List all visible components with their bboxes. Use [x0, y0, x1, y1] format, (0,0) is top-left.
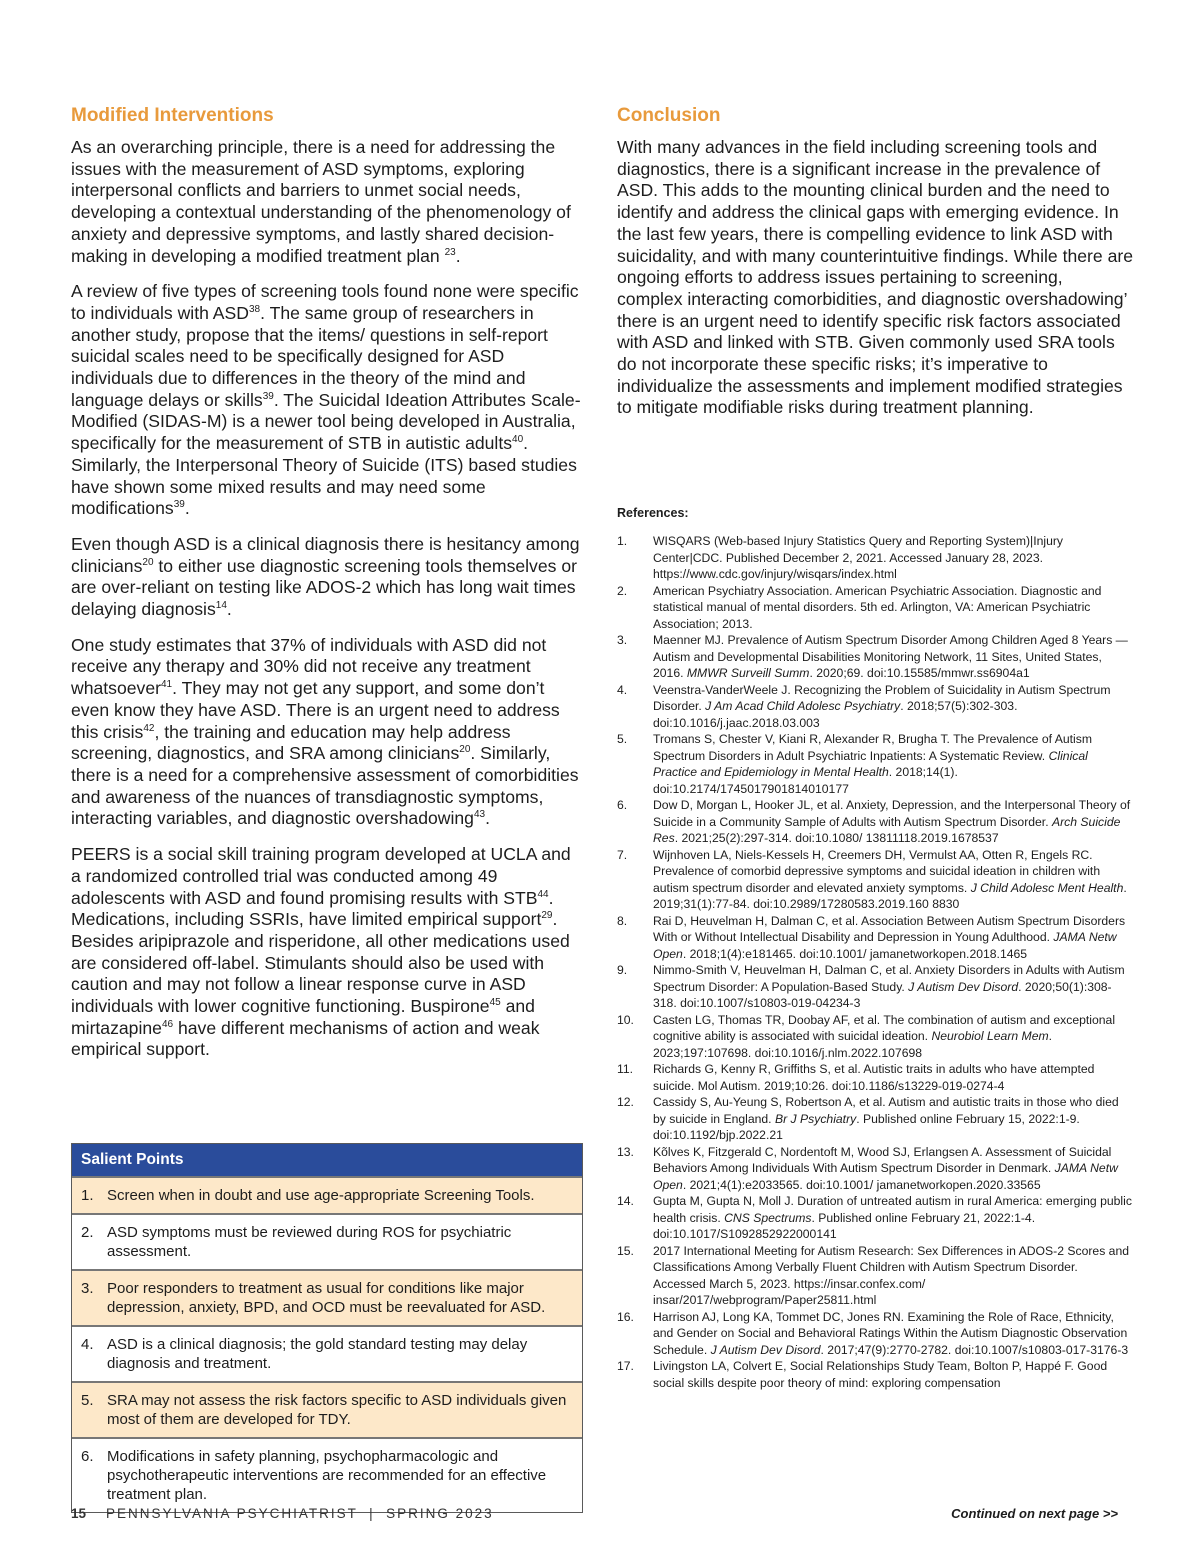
- citation-superscript: 46: [161, 1018, 174, 1030]
- journal-name: J Autism Dev Disord: [908, 979, 1019, 994]
- body-paragraph: [71, 137, 583, 267]
- reference-number: 13.: [617, 1144, 634, 1159]
- salient-points-title: Salient Points: [72, 1144, 582, 1176]
- citation-superscript: 41: [160, 679, 173, 691]
- reference-item: [617, 1012, 1133, 1062]
- journal-name: CNS Spectrums: [724, 1210, 812, 1225]
- salient-point-number: 2.: [81, 1224, 94, 1241]
- reference-text: [653, 913, 1133, 963]
- citation-superscript: 39: [173, 499, 185, 511]
- citation-superscript: 14: [215, 600, 227, 612]
- reference-text: [653, 1144, 1133, 1194]
- journal-name: Arch Suicide Res: [653, 814, 1121, 845]
- paragraph-text: . Similarly, the Interpersonal Theory of Suicide (ITS) based studies have shown some mixed results and may need some modifications: [71, 433, 577, 519]
- body-paragraph: [71, 635, 583, 830]
- salient-point-text: ASD is a clinical diagnosis; the gold standard testing may delay diagnosis and treatment.: [107, 1336, 528, 1372]
- reference-fragment: Harrison AJ, Long KA, Tommet DC, Jones RN. Examining the Role of Race, Ethnicity, and Gender on Social and Behavioral Ratings Within the Autism Diagnostic Observation Schedule.: [653, 1309, 1128, 1357]
- journal-name: Br J Psychiatry: [774, 1111, 857, 1126]
- reference-item: [617, 1193, 1133, 1243]
- reference-fragment: Cassidy S, Au-Yeung S, Robertson A, et al. Autism and autistic traits in those who died by suicide in England.: [653, 1095, 1119, 1126]
- reference-number: 15.: [617, 1243, 634, 1258]
- salient-point-text: Poor responders to treatment as usual for conditions like major depression, anxiety, BPD, and OCD must be reevaluated for ASD.: [107, 1280, 546, 1316]
- reference-number: 4.: [617, 682, 628, 697]
- paragraph-text: . The same group of researchers in another study, propose that the items/ questions in self-report suicidal scales need to be specifically designed for ASD individuals due to differences in the theory of the mind and language delays or skills: [71, 302, 548, 410]
- reference-fragment: Rai D, Heuvelman H, Dalman C, et al. Association Between Autism Spectrum Disorders With or Without Intellectual Disability and Depression in Young Adulthood.: [653, 913, 1126, 944]
- reference-fragment: Casten LG, Thomas TR, Doobay AF, et al. The combination of autism and exceptional cognitive ability is associated with suicidal ideation.: [653, 1012, 1116, 1043]
- reference-number: 11.: [617, 1062, 634, 1076]
- reference-fragment: . Published online February 15, 2022:1-9. doi:10.1192/bjp.2022.21: [653, 1111, 1080, 1142]
- salient-point-row: [72, 1213, 582, 1269]
- reference-item: [617, 1144, 1133, 1194]
- reference-number: 9.: [617, 963, 628, 977]
- paragraph-text: . The Suicidal Ideation Attributes Scale-Modified (SIDAS-M) is a newer tool being developed in Australia, specifically for the measurement of STB in autistic adults: [71, 389, 581, 454]
- reference-fragment: . 2018;57(5):302-303. doi:10.1016/j.jaac.2018.03.003: [653, 699, 1018, 730]
- reference-item: [617, 583, 1133, 633]
- journal-name: J Autism Dev Disord: [710, 1342, 821, 1357]
- body-paragraph: [71, 534, 583, 621]
- reference-item: [617, 632, 1133, 682]
- journal-name: J Child Adolesc Ment Health: [970, 880, 1124, 895]
- reference-number: 1.: [617, 534, 628, 548]
- reference-fragment: . 2020;50(1):308-318. doi:10.1007/s10803-019-04234-3: [653, 979, 1112, 1010]
- reference-fragment: . 2021;25(2):297-314. doi:10.1080/ 13811118.2019.1678537: [674, 831, 999, 845]
- reference-fragment: . 2019;31(1):77-84. doi:10.2989/17280583.2019.160 8830: [653, 880, 1127, 911]
- reference-text: [653, 1094, 1133, 1144]
- journal-name: J Am Acad Child Adolesc Psychiatry: [705, 699, 901, 713]
- journal-name: Neurobiol Learn Mem: [931, 1029, 1049, 1043]
- reference-item: [617, 847, 1133, 913]
- reference-fragment: Livingston LA, Colvert E, Social Relationships Study Team, Bolton P, Happé F. Good social skills despite poor theory of mind: exploring compensation: [653, 1359, 1108, 1390]
- reference-fragment: Gupta M, Gupta N, Moll J. Duration of untreated autism in rural America: emerging public health crisis.: [653, 1194, 1132, 1225]
- paragraph-text: One study estimates that 37% of individuals with ASD did not receive any therapy and 30% did not receive any treatment whatsoever: [71, 634, 547, 699]
- reference-text: [653, 632, 1133, 682]
- paragraph-text: . Besides aripiprazole and risperidone, all other medications used are considered off-label. Stimulants should also be used with caution and may not follow a linear response curve in ASD individuals with lower cognitive functioning. Buspirone: [71, 909, 570, 1017]
- citation-superscript: 40: [512, 434, 524, 446]
- left-column: [71, 104, 583, 1075]
- conclusion-heading: Conclusion: [617, 105, 721, 126]
- reference-number: 14.: [617, 1194, 634, 1208]
- reference-number: 10.: [617, 1012, 634, 1027]
- paragraph-text: Even though ASD is a clinical diagnosis there is hesitancy among clinicians: [71, 533, 580, 576]
- salient-point-text: ASD symptoms must be reviewed during ROS for psychiatric assessment.: [107, 1224, 512, 1260]
- reference-text: [653, 1012, 1133, 1062]
- reference-item: [617, 533, 1133, 583]
- reference-fragment: . 2021;4(1):e2033565. doi:10.1001/ jamanetworkopen.2020.33565: [682, 1177, 1041, 1192]
- citation-superscript: 20: [142, 556, 154, 568]
- modified-interventions-heading: Modified Interventions: [71, 105, 274, 126]
- reference-text: [653, 797, 1133, 847]
- reference-text: [653, 682, 1133, 732]
- reference-item: [617, 797, 1133, 847]
- publication-name: PENNSYLVANIA PSYCHIATRIST | SPRING 2023: [106, 1506, 494, 1521]
- reference-fragment: . Published online February 21, 2022:1-4. doi:10.1017/S1092852922000141: [653, 1210, 1036, 1241]
- paragraph-text: PEERS is a social skill training program developed at UCLA and a randomized controlled trial was conducted among 49 adolescents with ASD and found promising results with STB: [71, 844, 571, 908]
- reference-fragment: Nimmo-Smith V, Heuvelman H, Dalman C, et al. Anxiety Disorders in Adults with Autism Spectrum Disorder: A Population-Based Study.: [653, 963, 1125, 994]
- reference-fragment: . 2018;1(4):e181465. doi:10.1001/ jamanetworkopen.2018.1465: [682, 946, 1028, 961]
- citation-superscript: 42: [143, 722, 155, 734]
- reference-item: [617, 1094, 1133, 1144]
- citation-superscript: 43: [473, 809, 486, 821]
- salient-points-box: [71, 1143, 583, 1513]
- reference-number: 12.: [617, 1095, 634, 1109]
- reference-text: [653, 731, 1133, 797]
- paragraph-text: As an overarching principle, there is a need for addressing the issues with the measurement of ASD symptoms, exploring interpersonal conflicts and barriers to unmet social needs, developing a contextual understanding of the phenomenology of anxiety and depressive symptoms, and lastly shared decision-making in developing a modified treatment plan: [71, 137, 571, 266]
- citation-superscript: 20: [459, 744, 471, 756]
- reference-text: [653, 1193, 1133, 1243]
- reference-fragment: Veenstra-VanderWeele J. Recognizing the Problem of Suicidality in Autism Spectrum Disorder.: [653, 682, 1111, 713]
- reference-item: [617, 1309, 1133, 1359]
- reference-item: [617, 1061, 1133, 1094]
- reference-fragment: WISQARS (Web-based Injury Statistics Query and Reporting System)|Injury Center|CDC. Published December 2, 2021. Accessed January 28, 2023. https://www.cdc.gov/injury/wisqars/index.html: [653, 534, 1064, 581]
- paragraph-text: . They may not get any support, and some don’t even know they have ASD. There is an urgent need to address this crisis: [71, 678, 560, 742]
- salient-point-row: [72, 1176, 582, 1213]
- salient-point-number: 4.: [81, 1336, 94, 1353]
- paragraph-text: .: [184, 498, 190, 519]
- reference-item: [617, 731, 1133, 797]
- conclusion-paragraph: With many advances in the field including screening tools and diagnostics, there is a significant increase in the prevalence of ASD. This adds to the mounting clinical burden and the need to identify and address the clinical gaps with emerging evidence. In the last few years, there is compelling evidence to link ASD with suicidality, and with many counterintuitive findings. While there are ongoing efforts to address issues pertaining to screening, complex interacting comorbidities, and diagnostic overshadowing’ there is an urgent need to identify specific risk factors associated with ASD and linked with STB. Given commonly used SRA tools do not incorporate these specific risks; it’s imperative to individualize the assessments and implement modified strategies to mitigate modifiable risks during treatment planning.: [617, 137, 1134, 418]
- paragraph-text: , the training and education may help address screening, diagnostics, and SRA among clinicians: [71, 721, 511, 764]
- reference-fragment: . 2017;47(9):2770-2782. doi:10.1007/s10803-017-3176-3: [820, 1342, 1129, 1357]
- reference-fragment: Tromans S, Chester V, Kiani R, Alexander R, Brugha T. The Prevalence of Autism Spectrum Disorders in Adult Psychiatric Inpatients: A Systematic Review.: [653, 732, 1092, 763]
- reference-number: 3.: [617, 633, 628, 647]
- reference-number: 5.: [617, 732, 628, 746]
- journal-name: JAMA Netw Open: [653, 1161, 1118, 1192]
- reference-fragment: American Psychiatry Association. American Psychiatric Association. Diagnostic and statistical manual of mental disorders. 5th ed. Arlington, VA: American Psychiatric Association; 2013.: [653, 583, 1102, 631]
- references-list: [617, 533, 1133, 1391]
- reference-item: [617, 682, 1133, 732]
- citation-superscript: 23: [444, 246, 456, 258]
- reference-number: 17.: [617, 1359, 634, 1373]
- continued-link[interactable]: Continued on next page >>: [951, 1506, 1118, 1521]
- reference-fragment: Dow D, Morgan L, Hooker JL, et al. Anxiety, Depression, and the Interpersonal Theory of Suicide in a Community Sample of Adults with Autism Spectrum Disorder.: [653, 798, 1131, 829]
- journal-name: MMWR Surveill Summ: [686, 666, 810, 680]
- paragraph-text: .: [485, 808, 490, 829]
- left-body: [71, 137, 583, 1061]
- reference-text: [653, 533, 1133, 583]
- reference-text: [653, 1309, 1133, 1359]
- salient-point-text: Modifications in safety planning, psychopharmacologic and psychotherapeutic interventions are recommended for an effective treatment plan.: [107, 1448, 547, 1503]
- paragraph-text: . Medications, including SSRIs, have limited empirical support: [71, 887, 554, 930]
- citation-superscript: 45: [489, 997, 501, 1009]
- reference-item: [617, 962, 1133, 1012]
- salient-point-row: [72, 1381, 582, 1437]
- citation-superscript: 39: [262, 390, 274, 402]
- references: [617, 506, 1133, 1391]
- paragraph-text: and mirtazapine: [71, 996, 535, 1038]
- reference-text: [653, 847, 1133, 913]
- right-column: [617, 104, 1133, 419]
- reference-item: [617, 1358, 1133, 1391]
- salient-point-row: [72, 1269, 582, 1325]
- reference-number: 8.: [617, 913, 628, 928]
- paragraph-text: . Similarly, there is a need for a comprehensive assessment of comorbidities and awareness of the nuances of transdiagnostic symptoms, interacting variables, and diagnostic overshadowing: [71, 743, 579, 829]
- reference-number: 7.: [617, 847, 628, 862]
- body-paragraph: [71, 281, 583, 520]
- paragraph-text: have different mechanisms of action and weak empirical support.: [71, 1017, 540, 1060]
- reference-fragment: . 2023;197:107698. doi:10.1016/j.nlm.2022.107698: [653, 1029, 1053, 1060]
- page-footer: [71, 1506, 494, 1521]
- reference-text: [653, 1358, 1133, 1391]
- reference-fragment: . 2020;69. doi:10.15585/mmwr.ss6904a1: [809, 666, 1030, 680]
- reference-fragment: Richards G, Kenny R, Griffiths S, et al. Autistic traits in adults who have attempted suicide. Mol Autism. 2019;10:26. doi:10.1186/s13229-019-0274-4: [653, 1062, 1095, 1093]
- reference-number: 16.: [617, 1309, 634, 1324]
- citation-superscript: 38: [248, 304, 261, 316]
- salient-point-number: 1.: [81, 1187, 94, 1204]
- page-number: 15: [71, 1506, 87, 1521]
- reference-text: [653, 1243, 1133, 1309]
- salient-point-text: SRA may not assess the risk factors specific to ASD individuals given most of them are developed for TDY.: [107, 1392, 567, 1428]
- reference-fragment: Maenner MJ. Prevalence of Autism Spectrum Disorder Among Children Aged 8 Years — Autism and Developmental Disabilities Monitoring Network, 11 Sites, United States, 2016.: [653, 633, 1128, 680]
- paragraph-text: .: [455, 245, 461, 266]
- reference-fragment: Wijnhoven LA, Niels-Kessels H, Creemers DH, Vermulst AA, Otten R, Engels RC. Prevalence of comorbid depressive symptoms and suicidal ideation in children with autism spectrum disorder and elevated anxiety symptoms.: [653, 847, 1101, 895]
- reference-fragment: 2017 International Meeting for Autism Research: Sex Differences in ADOS-2 Scores and Classifications Among Verbally Fluent Children with Autism Spectrum Disorder. Accessed March 5, 2023. https://insar.confex.com/ insar/2017/webprogram/Paper25811.html: [653, 1243, 1130, 1307]
- journal-name: Clinical Practice and Epidemiology in Mental Health: [653, 748, 1088, 779]
- citation-superscript: 44: [537, 888, 549, 900]
- reference-text: [653, 583, 1133, 633]
- reference-item: [617, 1243, 1133, 1309]
- paragraph-text: to either use diagnostic screening tools themselves or are over-reliant on testing like ADOS-2 which has long wait times delaying diagnosis: [71, 555, 577, 620]
- salient-point-row: [72, 1325, 582, 1381]
- reference-item: [617, 913, 1133, 963]
- salient-point-number: 5.: [81, 1392, 94, 1409]
- salient-point-number: 6.: [81, 1448, 94, 1465]
- journal-name: JAMA Netw Open: [653, 930, 1117, 961]
- reference-text: [653, 962, 1133, 1012]
- citation-superscript: 29: [541, 910, 553, 922]
- salient-point-row: [72, 1437, 582, 1512]
- references-title: References:: [617, 506, 689, 520]
- paragraph-text: .: [226, 599, 232, 620]
- reference-fragment: Kõlves K, Fitzgerald C, Nordentoft M, Wood SJ, Erlangsen A. Assessment of Suicidal Behaviors Among Individuals With Autism Spectrum Disorder in Denmark.: [653, 1144, 1112, 1175]
- reference-fragment: . 2018;14(1). doi:10.2174/1745017901814010177: [653, 765, 958, 796]
- salient-point-text: Screen when in doubt and use age-appropriate Screening Tools.: [107, 1187, 535, 1204]
- reference-text: [653, 1061, 1133, 1094]
- body-paragraph: [71, 844, 583, 1061]
- reference-number: 2.: [617, 583, 628, 598]
- reference-number: 6.: [617, 798, 628, 812]
- salient-point-number: 3.: [81, 1280, 94, 1297]
- paragraph-text: A review of five types of screening tools found none were specific to individuals with ASD: [71, 281, 579, 323]
